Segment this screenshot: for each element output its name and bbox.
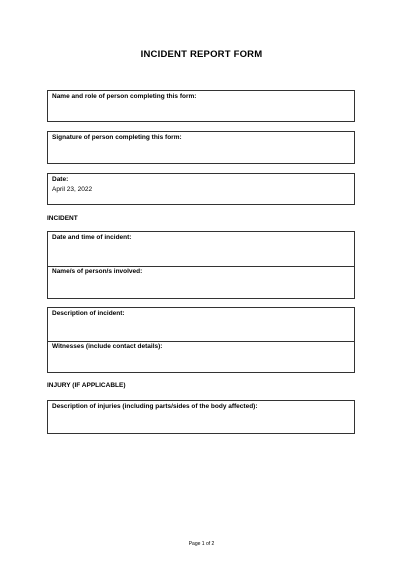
incident-datetime-label: Date and time of incident: xyxy=(52,234,132,241)
incident-datetime-field[interactable] xyxy=(48,232,354,266)
injury-heading: INJURY (IF APPLICABLE) xyxy=(47,382,126,389)
injury-description-label: Description of injuries (including parts/sides of the body affected): xyxy=(52,403,258,410)
date-field[interactable] xyxy=(47,173,355,205)
incident-description-label: Description of incident: xyxy=(52,310,125,317)
incident-box-1 xyxy=(47,231,355,299)
incident-heading: INCIDENT xyxy=(47,215,78,222)
page-number: Page 1 of 2 xyxy=(188,541,215,547)
form-title: INCIDENT REPORT FORM xyxy=(140,49,263,60)
completer-signature-label: Signature of person completing this form: xyxy=(52,134,182,141)
persons-involved-label: Name/s of person/s involved: xyxy=(52,268,143,275)
completer-name-field[interactable] xyxy=(47,90,355,122)
injury-description-field[interactable] xyxy=(47,400,355,434)
witnesses-field[interactable] xyxy=(48,341,354,372)
completer-signature-field[interactable] xyxy=(47,131,355,164)
date-label: Date: xyxy=(52,176,69,183)
incident-description-field[interactable] xyxy=(48,308,354,341)
date-value: April 23, 2022 xyxy=(52,186,93,193)
witnesses-label: Witnesses (include contact details): xyxy=(52,343,163,350)
incident-box-2 xyxy=(47,307,355,373)
completer-name-label: Name and role of person completing this form: xyxy=(52,93,197,100)
persons-involved-field[interactable] xyxy=(48,266,354,298)
